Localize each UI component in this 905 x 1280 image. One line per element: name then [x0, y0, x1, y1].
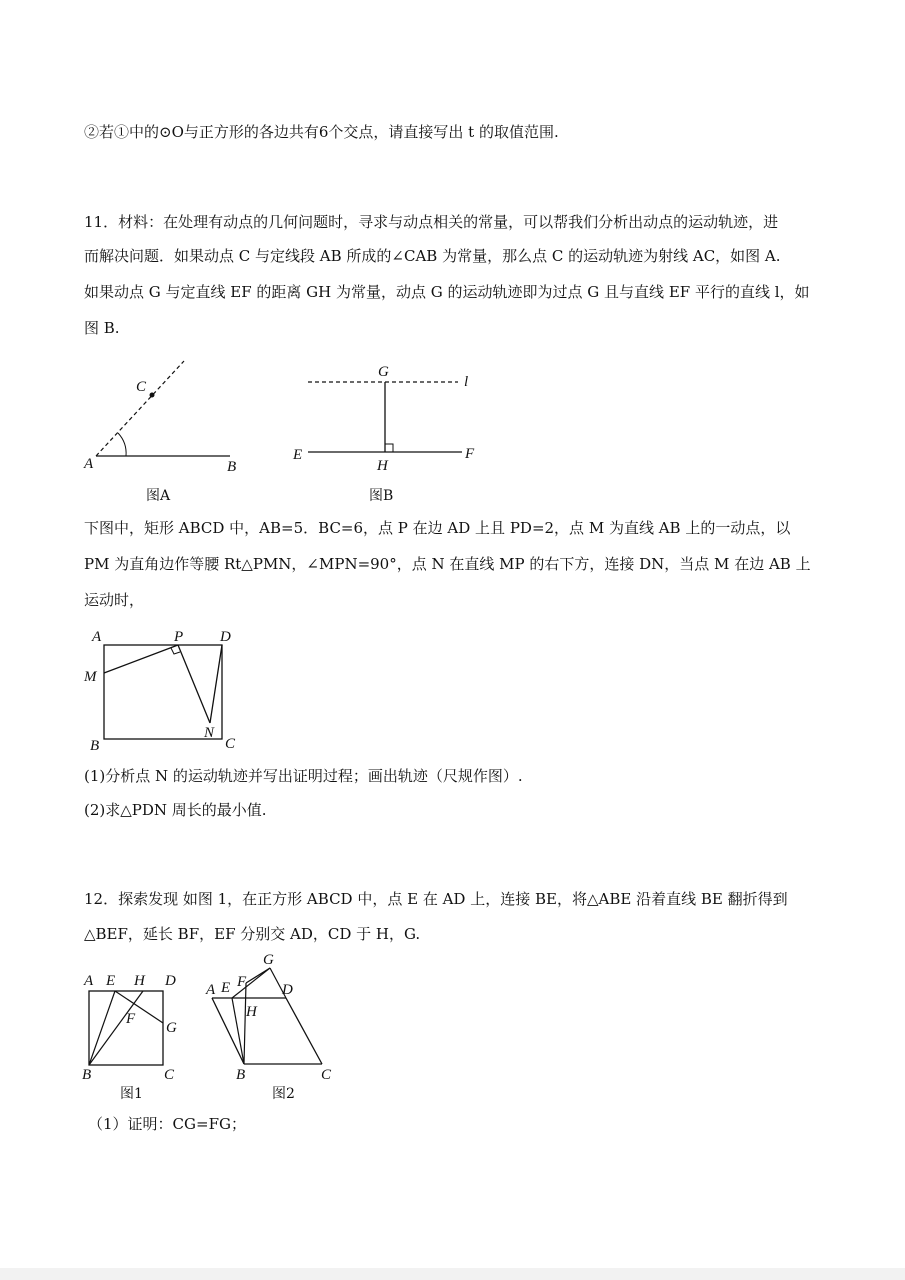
fig1-label-h: H	[134, 973, 145, 989]
q12-sub1: （1）证明：CG=FG；	[88, 1115, 246, 1133]
fig2-label-e: E	[221, 980, 231, 996]
fig1-label-a: A	[84, 973, 94, 989]
fig1-label-d: D	[165, 973, 176, 989]
fig1-label-g: G	[166, 1020, 177, 1036]
q11-sub2: (2)求△PDN 周长的最小值.	[84, 801, 267, 819]
figa-label-a: A	[84, 456, 94, 472]
fig2-label-h: H	[246, 1004, 257, 1020]
figa-label-c: C	[136, 379, 147, 395]
figure-a	[80, 355, 260, 510]
fig2-label-b: B	[236, 1067, 246, 1083]
figa-label-b: B	[227, 459, 237, 475]
rect-label-b: B	[90, 738, 100, 754]
rect-label-c: C	[225, 736, 236, 752]
rect-label-p: P	[174, 629, 184, 645]
figure-2	[200, 950, 350, 1105]
fig2-label-a: A	[206, 982, 216, 998]
fig2-label-c: C	[321, 1067, 332, 1083]
rect-label-n: N	[204, 725, 215, 741]
rect-label-a: A	[92, 629, 102, 645]
figb-caption: 图B	[369, 488, 394, 504]
rect-label-d: D	[220, 629, 231, 645]
page-bottom-bar	[0, 1268, 905, 1280]
fig1-label-f: F	[126, 1011, 136, 1027]
q11-line3: 如果动点 G 与定直线 EF 的距离 GH 为常量，动点 G 的运动轨迹即为过点 G 且与直线 EF 平行的直线 l，如	[84, 283, 810, 301]
q11-line6: PM 为直角边作等腰 Rt△PMN，∠MPN=90°，点 N 在直线 MP 的右下方，连接 DN，当点 M 在边 AB 上	[84, 555, 811, 573]
figb-label-g: G	[378, 364, 389, 380]
figa-caption: 图A	[146, 488, 171, 504]
fig1-label-c: C	[164, 1067, 175, 1083]
q11-line4: 图 B.	[84, 319, 120, 337]
q12-line2: △BEF，延长 BF，EF 分别交 AD，CD 于 H，G.	[84, 925, 421, 943]
fig1-label-e: E	[106, 973, 116, 989]
figb-label-l: l	[464, 374, 469, 390]
q12-line1: 12．探索发现 如图 1，在正方形 ABCD 中，点 E 在 AD 上，连接 BE，将△ABE 沿着直线 BE 翻折得到	[84, 890, 788, 908]
figb-label-f: F	[465, 446, 475, 462]
fig2-label-d: D	[282, 982, 293, 998]
fig1-label-b: B	[82, 1067, 92, 1083]
q11-sub1: (1)分析点 N 的运动轨迹并写出证明过程；画出轨迹（尺规作图）.	[84, 767, 523, 785]
rectangle-figure	[80, 625, 250, 755]
rect-label-m: M	[84, 669, 97, 685]
fig2-label-g: G	[263, 952, 274, 968]
fig2-caption: 图2	[272, 1086, 295, 1102]
figb-label-e: E	[293, 447, 303, 463]
fig2-label-f: F	[237, 974, 247, 990]
q11-line2: 而解决问题．如果动点 C 与定线段 AB 所成的∠CAB 为常量，那么点 C 的运动轨迹为射线 AC，如图 A.	[84, 247, 781, 265]
figure-1	[80, 965, 195, 1105]
q11-line7: 运动时，	[84, 591, 145, 609]
q11-line5: 下图中，矩形 ABCD 中，AB=5．BC=6，点 P 在边 AD 上且 PD=2，点 M 为直线 AB 上的一动点，以	[84, 519, 791, 537]
q10-part2-text: ②若①中的⊙O与正方形的各边共有6个交点，请直接写出 t 的取值范围.	[84, 123, 559, 141]
figb-label-h: H	[377, 458, 388, 474]
q11-line1: 11．材料：在处理有动点的几何问题时，寻求与动点相关的常量，可以帮我们分析出动点的运动轨迹，进	[84, 213, 779, 231]
fig1-caption: 图1	[120, 1086, 143, 1102]
figure-b	[290, 360, 490, 510]
